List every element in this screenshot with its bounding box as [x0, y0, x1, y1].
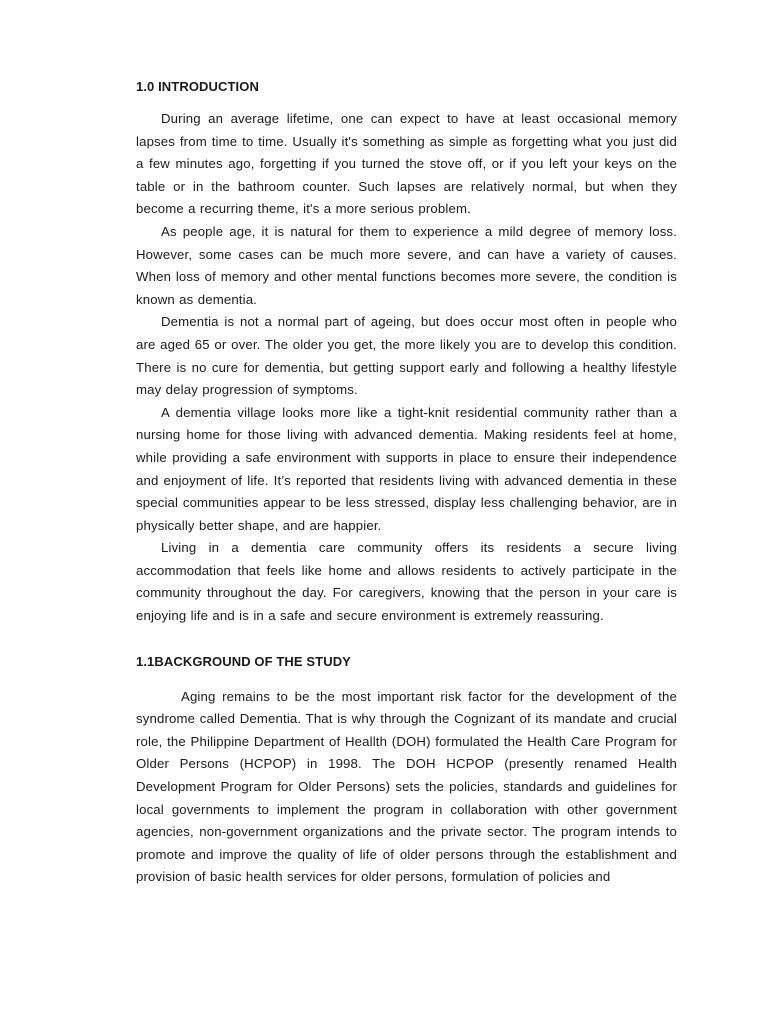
- paragraph: As people age, it is natural for them to experience a mild degree of memory loss. However, some cases can be much more severe, and can have a variety of causes. When loss of memory and other mental functions becomes more severe, the condition is known as dementia.: [136, 223, 677, 307]
- paragraph: Dementia is not a normal part of ageing, but does occur most often in people who are aged 65 or over. The older you get, the more likely you are to develop this condition. There is no cure for dementia, but getting support early and following a healthy lifestyle may delay progression of symptoms.: [136, 314, 677, 398]
- paragraph: Living in a dementia care community offers its residents a secure living accommodation that feels like home and allows residents to actively participate in the community throughout the day. For caregivers, knowing that the person in your care is enjoying life and is in a safe and secure environment is extremely reassuring.: [136, 540, 677, 624]
- paragraph: During an average lifetime, one can expect to have at least occasional memory lapses from time to time. Usually it's something as simple as forgetting what you just did a few minutes ago, forgetting if you turned the stove off, or if you left your keys on the table or in the bathroom counter. Such lapses are relatively normal, but when they become a recurring theme, it's a more serious problem.: [136, 111, 677, 217]
- paragraph: A dementia village looks more like a tight-knit residential community rather than a nursing home for those living with advanced dementia. Making residents feel at home, while providing a safe environment with supports in place to ensure their independence and enjoyment of life. It’s reported that residents living with advanced dementia in these special communities appear to be less stressed, display less challenging behavior, are in physically better shape, and are happier.: [136, 404, 677, 533]
- section-heading-background: 1.1BACKGROUND OF THE STUDY: [136, 653, 351, 669]
- paragraph: Aging remains to be the most important risk factor for the development of the syndrome called Dementia. That is why through the Cognizant of its mandate and crucial role, the Philippine Department of Heallth (DOH) formulated the Health Care Program for Older Persons (HCPOP) in 1998. The DOH HCPOP (presently renamed Health Development Program for Older Persons) sets the policies, standards and guidelines for local governments to implement the program in collaboration with other government agencies, non-government organizations and the private sector. The program intends to promote and improve the quality of life of older persons through the establishment and provision of basic health services for older persons, formulation of policies and: [136, 688, 677, 885]
- document-page: [136, 76, 677, 889]
- section-heading-introduction: 1.0 INTRODUCTION: [136, 79, 259, 94]
